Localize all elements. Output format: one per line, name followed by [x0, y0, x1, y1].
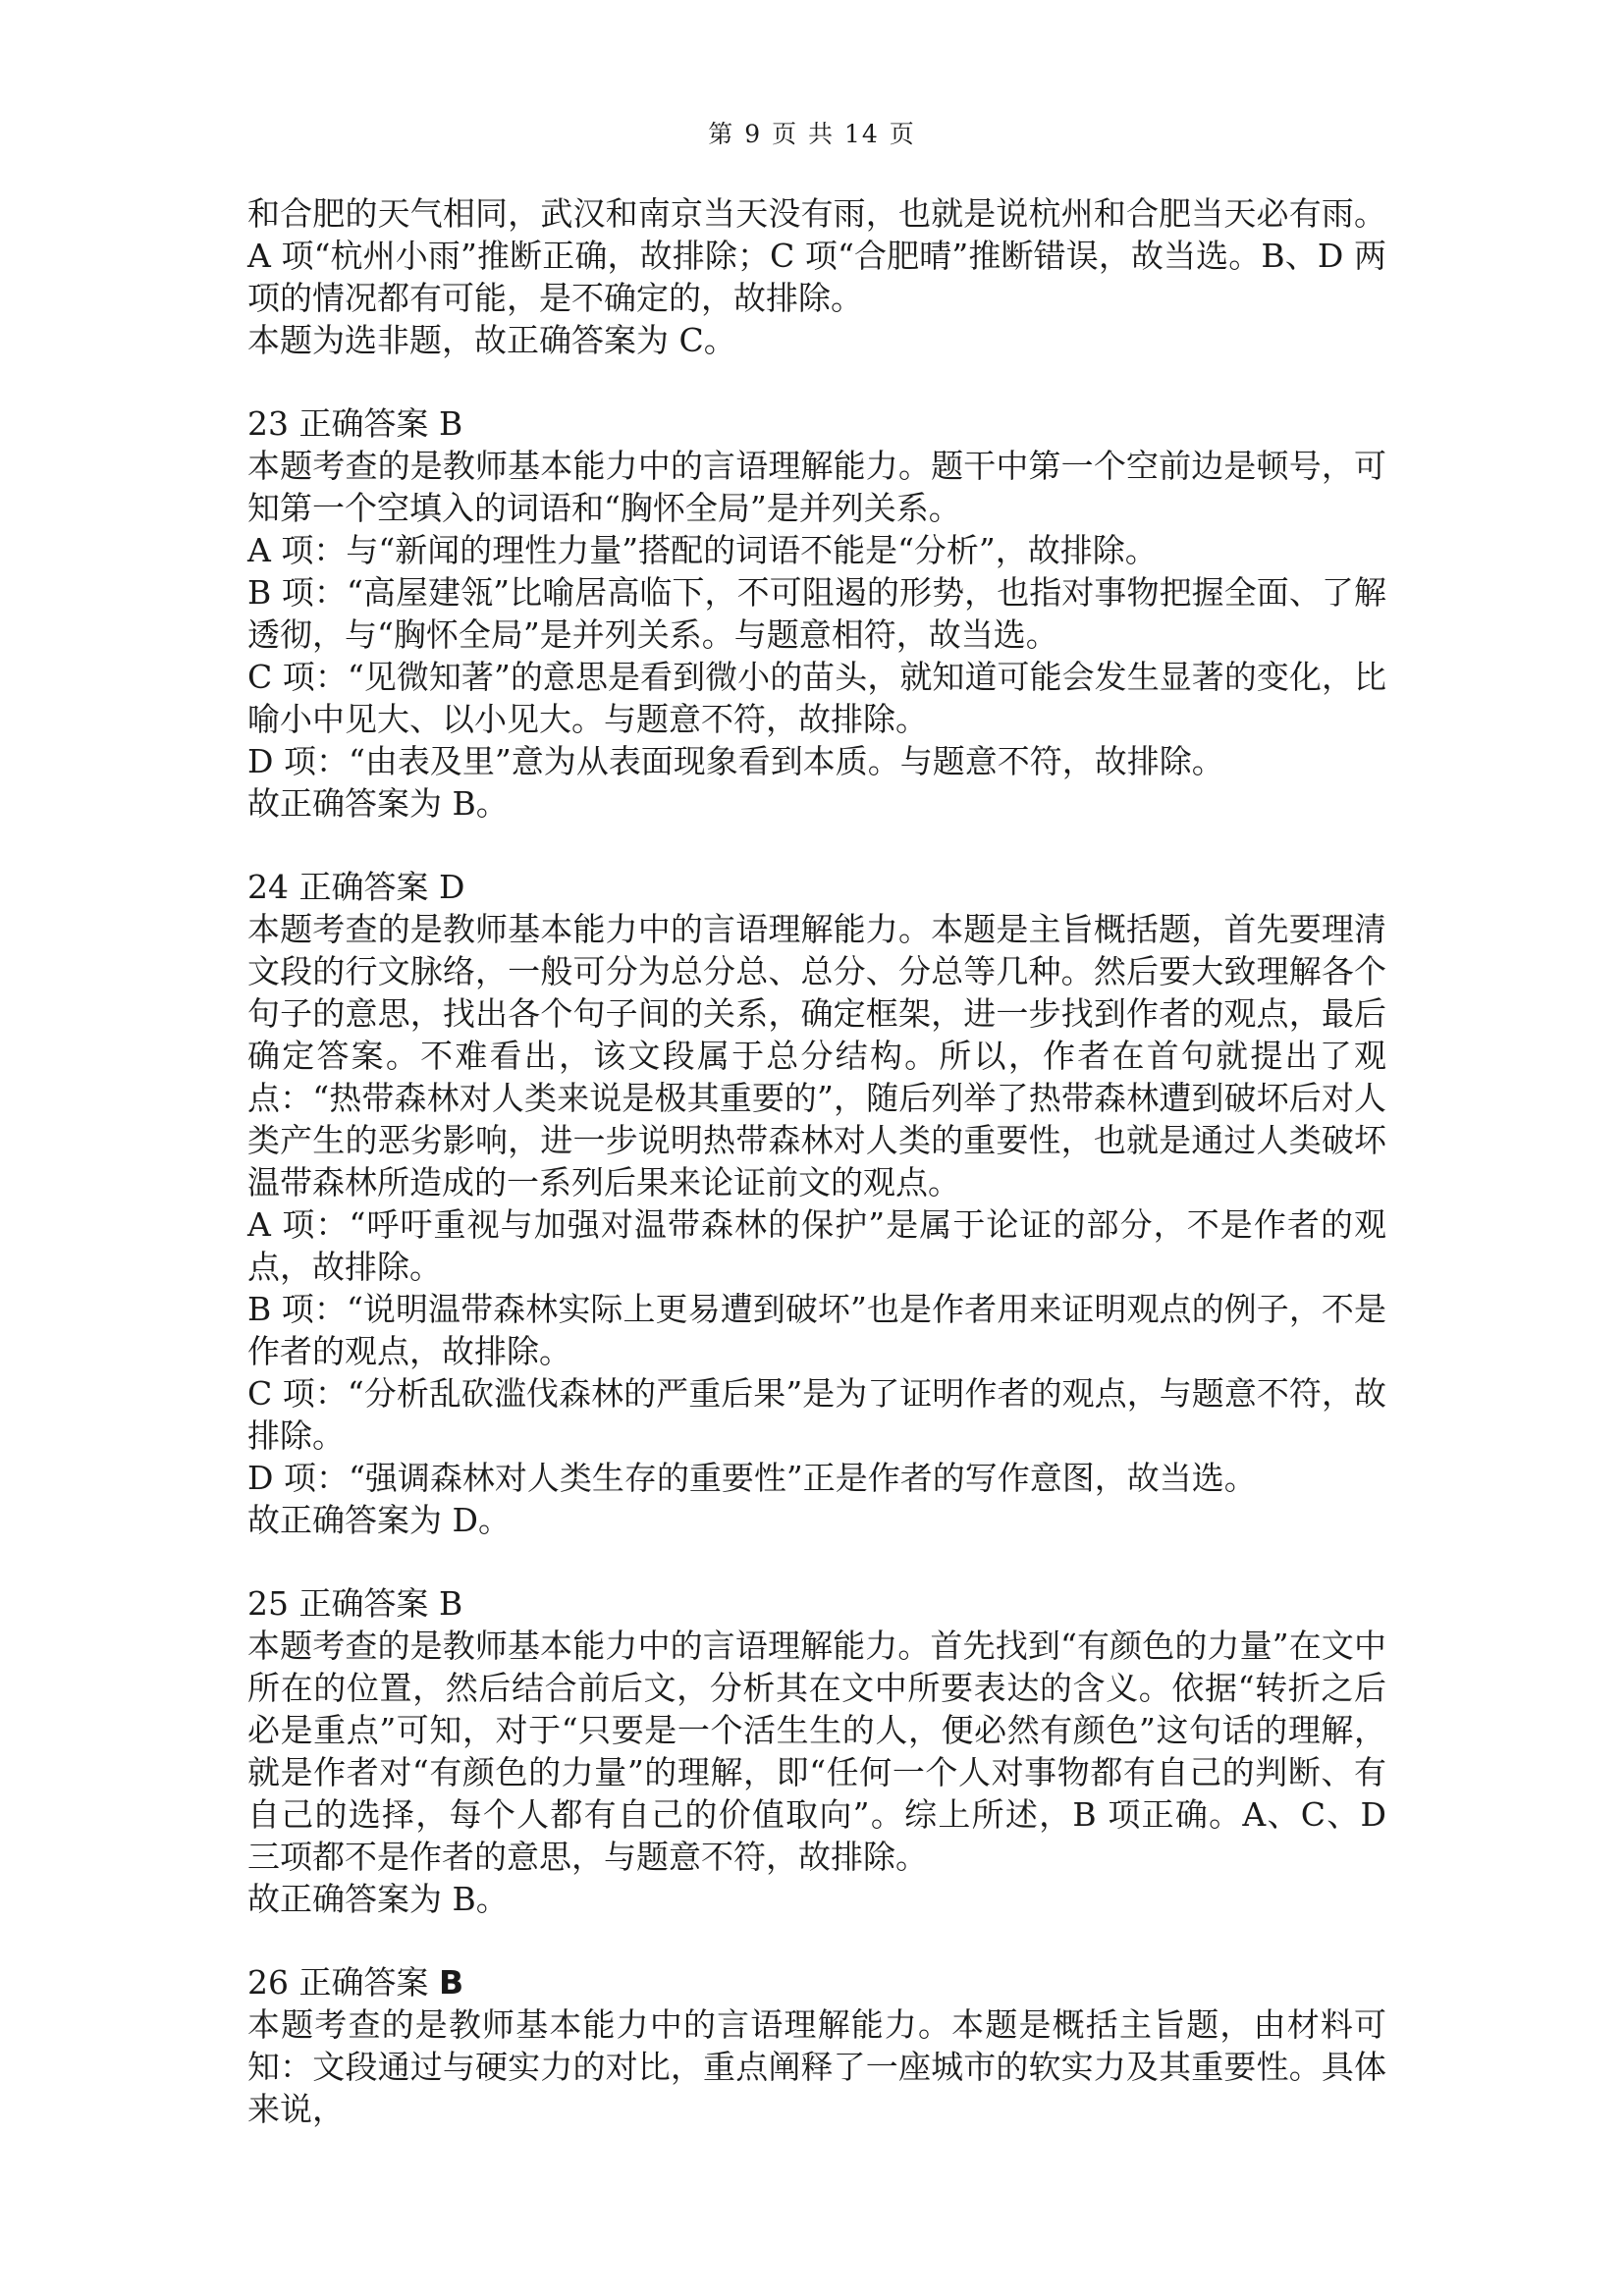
page-content — [247, 192, 1386, 2130]
option-c-analysis: C 项：“见微知著”的意思是看到微小的苗头，就知道可能会发生显著的变化，比喻小中见大、以小见大。与题意不符，故排除。 — [247, 658, 1386, 738]
intro-conclusion: 本题为选非题，故正确答案为 C。 — [247, 321, 736, 359]
answer-title-prefix: 26 正确答案 — [247, 1963, 439, 2002]
explanation-paragraph: 本题考查的是教师基本能力中的言语理解能力。本题是概括主旨题，由材料可知：文段通过与硬实力的对比，重点阐释了一座城市的软实力及其重要性。具体来说， — [247, 2005, 1386, 2128]
answer-conclusion: 故正确答案为 D。 — [247, 1501, 511, 1539]
answer-title-23: 23 正确答案 B — [247, 404, 463, 443]
answer-section-26 — [247, 1961, 1386, 2130]
answer-title-25: 25 正确答案 B — [247, 1584, 463, 1623]
option-c-analysis: C 项：“分析乱砍滥伐森林的严重后果”是为了证明作者的观点，与题意不符，故排除。 — [247, 1374, 1386, 1455]
answer-title-24: 24 正确答案 D — [247, 868, 465, 906]
explanation-paragraph: 本题考查的是教师基本能力中的言语理解能力。题干中第一个空前边是顿号，可知第一个空填入的词语和“胸怀全局”是并列关系。 — [247, 447, 1386, 527]
option-d-analysis: D 项：“强调森林对人类生存的重要性”正是作者的写作意图，故当选。 — [247, 1459, 1257, 1497]
option-a-analysis: A 项：“呼吁重视与加强对温带森林的保护”是属于论证的部分，不是作者的观点，故排除。 — [247, 1205, 1386, 1286]
answer-section-23 — [247, 402, 1386, 825]
option-b-analysis: B 项：“高屋建瓴”比喻居高临下，不可阻遏的形势，也指对事物把握全面、了解透彻，与“胸怀全局”是并列关系。与题意相符，故当选。 — [247, 573, 1386, 654]
answer-section-24 — [247, 866, 1386, 1541]
explanation-paragraph: 本题考查的是教师基本能力中的言语理解能力。首先找到“有颜色的力量”在文中所在的位置，然后结合前后文，分析其在文中所要表达的含义。依据“转折之后必是重点”可知，对于“只要是一个活生生的人，便必然有颜色”这句话的理解，就是作者对“有颜色的力量”的理解，即“任何一个人对事物都有自己的判断、有自己的选择，每个人都有自己的价值取向”。综上所述，B 项正确。A、C、D 三项都不是作者的意思，与题意不符，故排除。 — [247, 1627, 1386, 1876]
option-d-analysis: D 项：“由表及里”意为从表面现象看到本质。与题意不符，故排除。 — [247, 742, 1224, 780]
intro-section — [247, 192, 1386, 361]
intro-paragraph: 和合肥的天气相同，武汉和南京当天没有雨，也就是说杭州和合肥当天必有雨。A 项“杭州小雨”推断正确，故排除；C 项“合肥晴”推断错误，故当选。B、D 两项的情况都有可能，是不确定的，故排除。 — [247, 194, 1386, 317]
answer-section-25 — [247, 1582, 1386, 1920]
answer-letter: B — [438, 1963, 464, 2002]
option-b-analysis: B 项：“说明温带森林实际上更易遭到破坏”也是作者用来证明观点的例子，不是作者的观点，故排除。 — [247, 1290, 1386, 1370]
option-a-analysis: A 项：与“新闻的理性力量”搭配的词语不能是“分析”，故排除。 — [247, 531, 1158, 569]
explanation-paragraph: 本题考查的是教师基本能力中的言语理解能力。本题是主旨概括题，首先要理清文段的行文脉络，一般可分为总分总、总分、分总等几种。然后要大致理解各个句子的意思，找出各个句子间的关系，确定框架，进一步找到作者的观点，最后确定答案。不难看出，该文段属于总分结构。所以，作者在首句就提出了观点：“热带森林对人类来说是极其重要的”，随后列举了热带森林遭到破坏后对人类产生的恶劣影响，进一步说明热带森林对人类的重要性，也就是通过人类破坏温带森林所造成的一系列后果来论证前文的观点。 — [247, 910, 1386, 1201]
answer-conclusion: 故正确答案为 B。 — [247, 784, 509, 823]
answer-conclusion: 故正确答案为 B。 — [247, 1880, 509, 1918]
page-number-header: 第 9 页 共 14 页 — [708, 120, 916, 148]
answer-title-26 — [247, 1961, 1386, 2003]
